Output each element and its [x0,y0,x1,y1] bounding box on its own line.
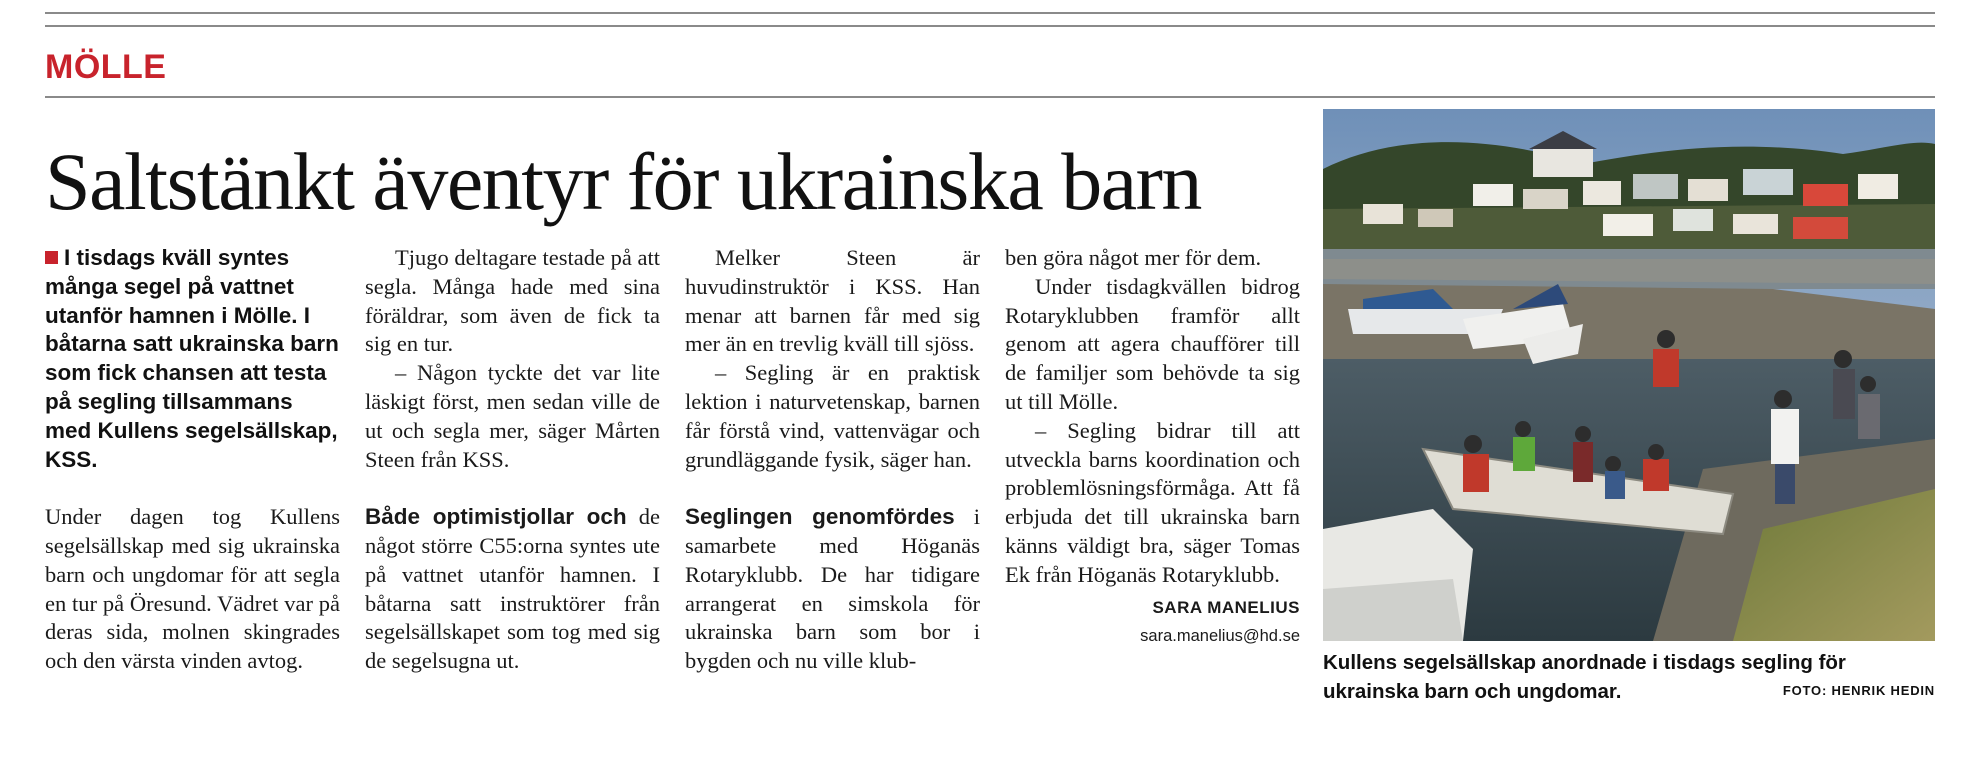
top-rule-1 [45,12,1935,14]
article-column-3 [685,244,980,676]
top-rule-2 [45,25,1935,27]
photo-caption: Kullens segelsällskap anordnade i tisdags segling för ukrainska barn och ungdomar. [1323,651,1846,703]
article-column-2 [365,244,660,676]
body-paragraph: Tjugo deltagare testade på att segla. Många hade med sina föräldrar, som även de fick ta sig en tur. [365,245,660,357]
lead-text: I tisdags kväll syntes många segel på vattnet utanför hamnen i Mölle. I båtarna satt ukrainska barn som fick chansen att testa på segling tillsammans med Kullens segelsällskap, KSS. [45,245,339,472]
body-text: de något större C55:orna syntes ute på vattnet utanför hamnen. I båtarna satt instruktörer från segelsällskapet som tog med sig de segelsugna ut. [365,504,660,674]
body-paragraph: – Segling är en praktisk lektion i naturvetenskap, barnen får förstå vind, vattenvägar och grundläggande fysik, säger han. [685,360,980,472]
body-paragraph: Under dagen tog Kullens segelsällskap med sig ukrainska barn och ungdomar för att segla en tur på Öresund. Vädret var på deras sida, molnen skingrades och den värsta vinden avtog. [45,504,340,674]
author-email-link[interactable]: sara.manelius@hd.se [1140,627,1300,646]
body-paragraph: Melker Steen är huvudinstruktör i KSS. Han menar att barnen får med sig mer än en trevlig kväll till sjöss. [685,245,980,357]
body-paragraph [365,503,660,676]
body-paragraph: – Segling bidrar till att utveckla barns koordination och problemlösningsförmåga. Att få erbjuda det till ukrainska barn känns väldigt bra, säger Tomas Ek från Höganäs Rotaryklubb. [1005,417,1300,587]
article-photo [1323,109,1935,641]
article-column-4 [1005,244,1300,651]
body-paragraph [685,503,980,676]
subhead-lead-in: Både optimistjollar och [365,504,627,530]
body-paragraph: ben göra något mer för dem. [1005,245,1262,270]
subhead-lead-in: Seglingen genomfördes [685,504,955,530]
body-paragraph: – Någon tyckte det var lite läskigt först, men sedan ville de ut och segla mer, säger Mårten Steen från KSS. [365,360,660,472]
lead-marker-icon [45,251,58,264]
body-text: i samarbete med Höganäs Rotaryklubb. De har tidigare arrangerat en simskola för ukrainska barn som bor i bygden och nu ville klub- [685,504,980,674]
section-label: MÖLLE [45,48,167,86]
headline: Saltstänkt äventyr för ukrainska barn [45,136,1201,227]
body-paragraph: Under tisdagkvällen bidrog Rotaryklubben framför allt genom att agera chaufförer till de familjer som behövde ta sig ut till Mölle. [1005,273,1300,414]
section-rule [45,96,1935,98]
byline: SARA MANELIUS [1152,597,1300,617]
article-column-1 [45,244,340,676]
article-lead [45,244,340,474]
photo-credit: FOTO: HENRIK HEDIN [1782,683,1935,698]
harbor-photo-illustration [1323,109,1935,641]
